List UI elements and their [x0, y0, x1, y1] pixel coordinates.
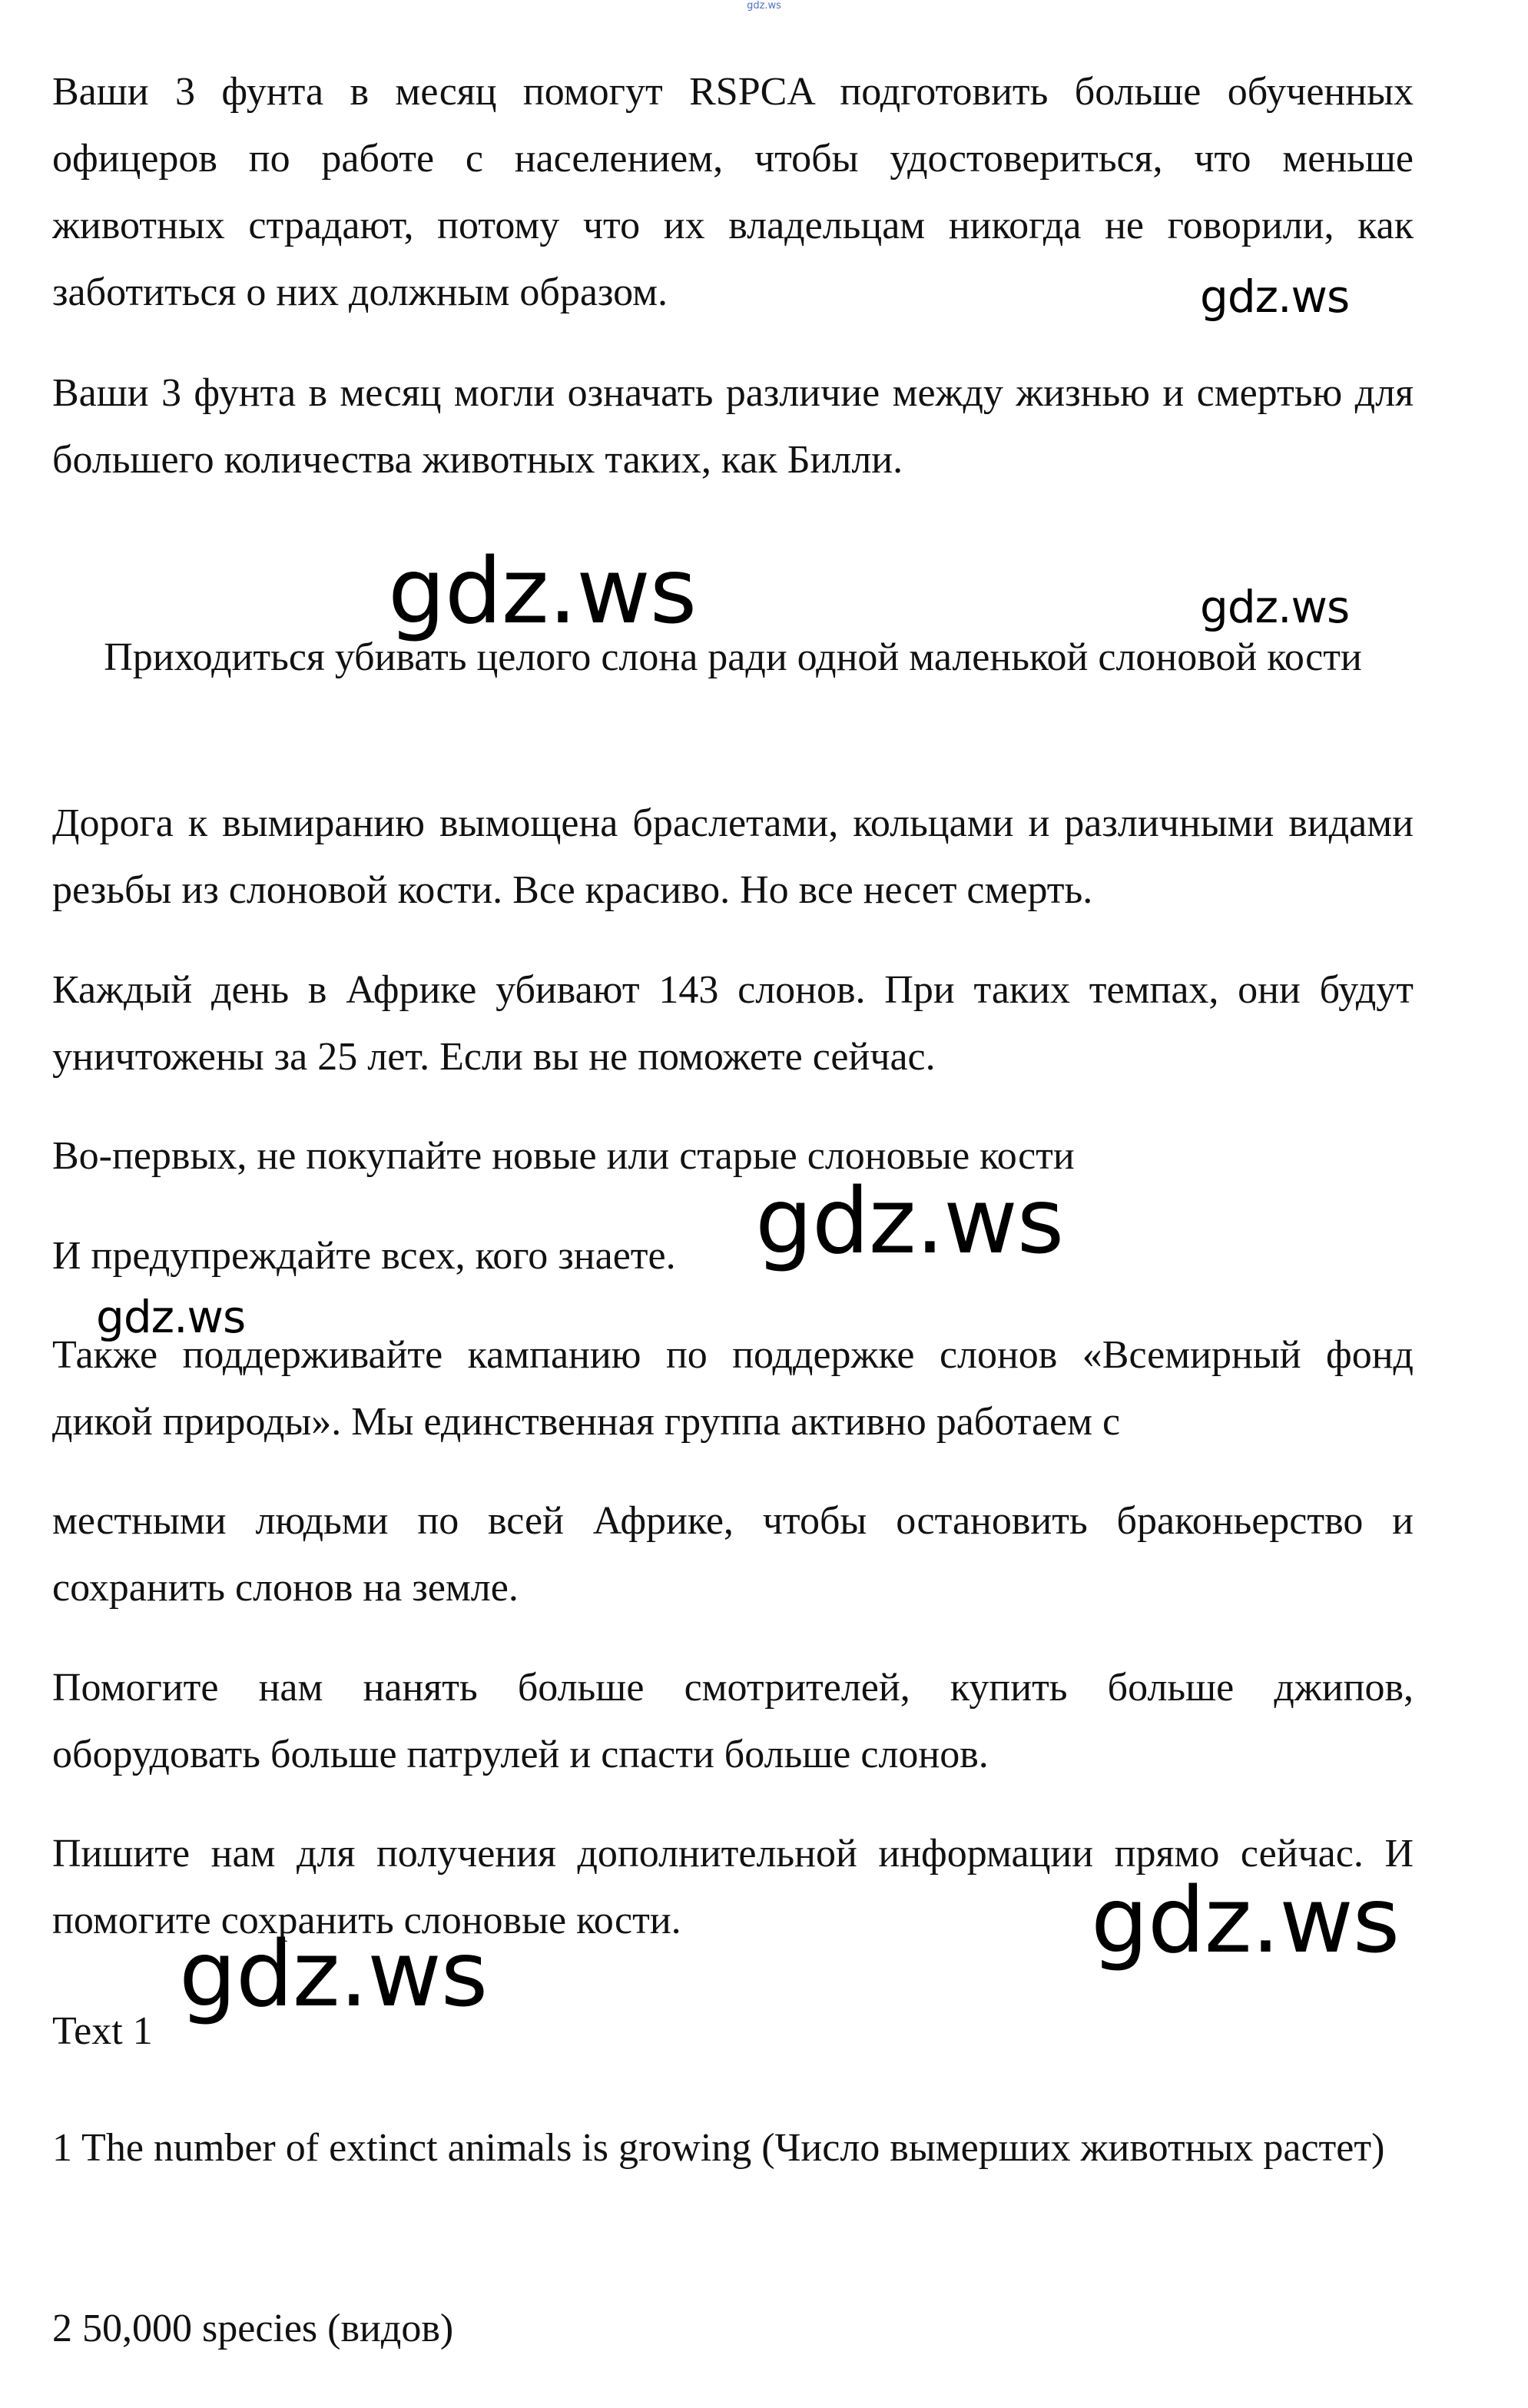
paragraph-write-us: Пишите нам для получения дополнительной информации прямо сейчас. И помогите сохранить слоновые кости. — [52, 1832, 1414, 1942]
paragraph-warn-everyone: И предупреждайте всех, кого знаете. — [52, 1234, 676, 1278]
watermark: gdz.ws — [1200, 270, 1350, 323]
watermark: gdz.ws — [388, 538, 697, 644]
paragraph-support-wwf: Также поддерживайте кампанию по поддержке слонов «Всемирный фонд дикой природы». Мы единственная группа активно работаем с — [52, 1333, 1414, 1444]
paragraph-rspca-training: Ваши 3 фунта в месяц помогут RSPCA подготовить больше обученных офицеров по работе с населением, чтобы удостовериться, что меньше животных страдают, потому что их владельцам никогда не говорили, как заботиться о них должным образом. — [52, 70, 1414, 314]
header-watermark: gdz.ws — [747, 0, 781, 12]
paragraph-help-hire: Помогите нам нанять больше смотрителей, купить больше джипов, оборудовать больше патрулей и спасти больше слонов. — [52, 1666, 1414, 1776]
text-1-label: Text 1 — [52, 2009, 153, 2053]
answer-1: 1 The number of extinct animals is growing (Число вымерших животных растет) — [52, 2126, 1385, 2170]
answer-2: 2 50,000 species (видов) — [52, 2307, 454, 2350]
watermark: gdz.ws — [755, 1168, 1064, 1274]
paragraph-extinction-road: Дорога к вымиранию вымощена браслетами, кольцами и различными видами резьбы из слоновой кости. Все красиво. Но все несет смерть. — [52, 801, 1414, 912]
paragraph-dont-buy: Во-первых, не покупайте новые или старые слоновые кости — [52, 1134, 1075, 1178]
watermark: gdz.ws — [1200, 581, 1350, 633]
watermark: gdz.ws — [96, 1291, 246, 1343]
heading-ivory: Приходиться убивать целого слона ради одной маленькой слоновой кости — [104, 635, 1362, 679]
paragraph-rspca-billy: Ваши 3 фунта в месяц могли означать различие между жизнью и смертью для большего количества животных таких, как Билли. — [52, 371, 1414, 482]
paragraph-local-people: местными людьми по всей Африке, чтобы остановить браконьерство и сохранить слонов на земле. — [52, 1499, 1414, 1610]
watermark: gdz.ws — [179, 1921, 488, 2027]
watermark: gdz.ws — [1091, 1867, 1400, 1973]
paragraph-143-elephants: Каждый день в Африке убивают 143 слонов. При таких темпах, они будут уничтожены за 25 лет. Если вы не поможете сейчас. — [52, 968, 1414, 1079]
